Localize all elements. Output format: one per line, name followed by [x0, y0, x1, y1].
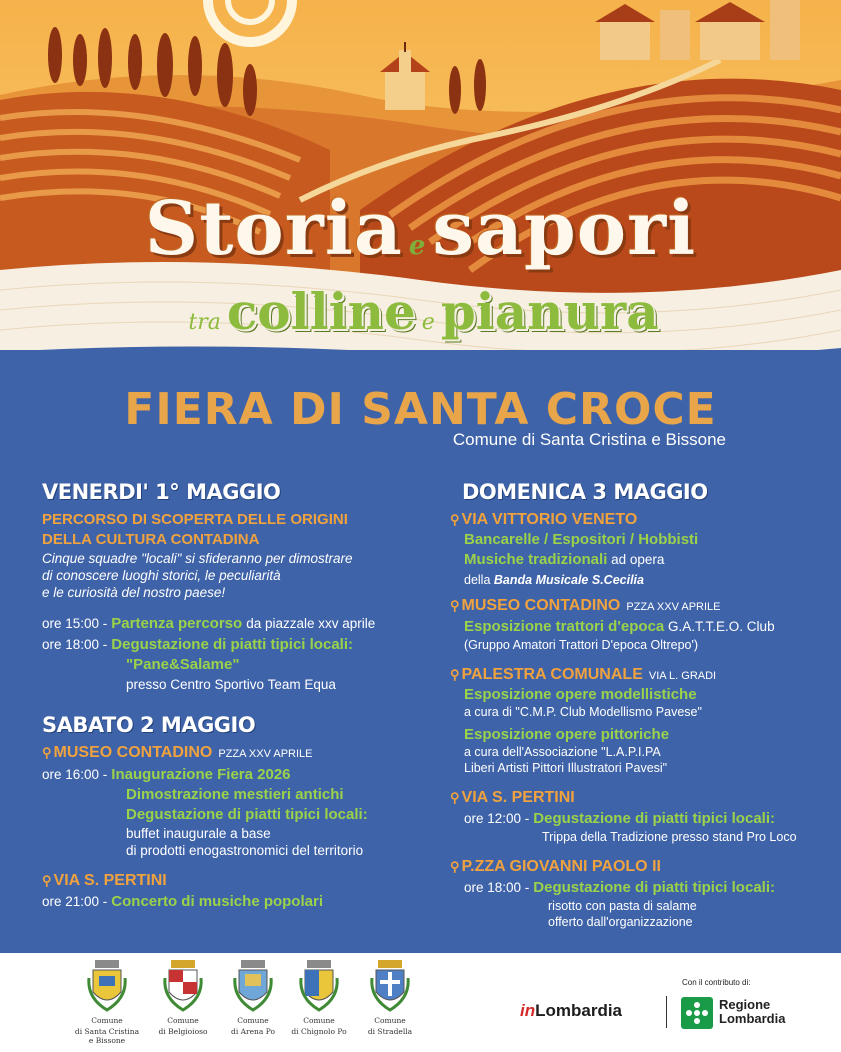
sunday-loc-1-line-3	[450, 570, 835, 590]
sunday-loc-2-line-1	[450, 617, 835, 637]
sunday-loc-1-name: VIA VITTORIO VENETO	[461, 511, 638, 528]
sunday-loc-1	[450, 510, 835, 530]
saturday-item-1-note-1: buffet inaugurale a base	[126, 826, 271, 841]
crest-santa-cristina	[72, 958, 142, 1045]
hero-title-word2: sapori	[432, 186, 697, 272]
crest-arena-po	[218, 958, 288, 1036]
sunday-loc-2-line-1-title: Esposizione trattori d'epoca	[464, 618, 665, 635]
sunday-loc-4	[450, 788, 835, 808]
logo-divider	[666, 996, 667, 1028]
hero-subtitle-pre: tra	[188, 310, 221, 335]
friday-item-2	[42, 634, 422, 655]
sunday-loc-3-line-3: Esposizione opere pittoriche	[464, 726, 670, 743]
saturday-loc-1-name: MUSEO CONTADINO	[53, 744, 213, 761]
sunday-loc-4-title: Degustazione di piatti tipici locali:	[533, 810, 775, 827]
event-organizer: Comune di Santa Cristina e Bissone	[452, 430, 726, 449]
crest-caption-1: Comune	[303, 1016, 335, 1025]
crest-icon	[231, 958, 275, 1014]
sunday-loc-5-note-2: offerto dall'organizzazione	[548, 915, 693, 929]
saturday-heading: SABATO 2 MAGGIO	[42, 713, 256, 737]
friday-desc-1: Cinque squadre "locali" si sfideranno per dimostrare	[42, 551, 353, 566]
event-name: FIERA DI SANTA CROCE	[124, 384, 717, 435]
crest-caption-1: Comune	[237, 1016, 269, 1025]
panel-wave	[0, 338, 841, 368]
sunday-loc-4-name: VIA S. PERTINI	[461, 789, 575, 806]
location-pin-icon: ⚲	[450, 667, 460, 682]
crest-caption-1: Comune	[167, 1016, 199, 1025]
sunday-loc-1-line-3-pre: della	[464, 573, 491, 587]
sunday-loc-5-time: ore 18:00 -	[464, 880, 530, 895]
sunday-loc-1-line-2-title: Musiche tradizionali	[464, 551, 608, 568]
saturday-item-2-time: ore 21:00 -	[42, 894, 108, 909]
saturday-loc-2	[42, 871, 422, 891]
crest-caption-2: di Santa Cristina e Bissone	[74, 1027, 140, 1045]
location-pin-icon: ⚲	[42, 873, 52, 888]
saturday-loc-2-name: VIA S. PERTINI	[53, 872, 167, 889]
crest-icon	[85, 958, 129, 1014]
crest-chignolo-po	[284, 958, 354, 1036]
sunday-loc-3-line-2: a cura di "C.M.P. Club Modellismo Pavese"	[464, 705, 702, 719]
saturday-loc-1	[42, 743, 422, 764]
inlombardia-logo	[520, 1001, 622, 1021]
crest-caption-1: Comune	[374, 1016, 406, 1025]
location-pin-icon: ⚲	[450, 790, 460, 805]
hero-title	[0, 186, 841, 272]
friday-heading: VENERDI' 1° MAGGIO	[42, 480, 281, 504]
sunday-heading: DOMENICA 3 MAGGIO	[462, 480, 708, 504]
contribution-label: Con il contributo di:	[682, 978, 751, 987]
crest-icon	[161, 958, 205, 1014]
saturday-item-1-time: ore 16:00 -	[42, 767, 108, 782]
sunday-loc-1-line-3-band: Banda Musicale S.Cecilia	[493, 573, 644, 587]
location-pin-icon: ⚲	[42, 745, 52, 760]
sunday-loc-3-line-5: Liberi Artisti Pittori Illustratori Pavesi"	[464, 761, 668, 775]
crest-stradella	[355, 958, 425, 1036]
hero-title-word1: Storia	[144, 186, 403, 272]
sunday-loc-3-line-1: Esposizione opere modellistiche	[464, 686, 697, 703]
sunday-loc-1-line-2-note: ad opera	[611, 552, 665, 567]
sunday-loc-2	[450, 596, 835, 617]
sunday-loc-4-item	[450, 808, 835, 829]
sunday-loc-3-line-4: a cura dell'Associazione "L.A.P.I.PA	[464, 745, 661, 759]
sunday-loc-4-note: Trippa della Tradizione presso stand Pro Loco	[542, 830, 797, 844]
crest-caption-2: di Arena Po	[231, 1027, 275, 1036]
crest-caption-2: di Stradella	[367, 1027, 413, 1036]
sunday-loc-4-time: ore 12:00 -	[464, 811, 530, 826]
saturday-item-2	[42, 891, 422, 912]
friday-headline-2: DELLA CULTURA CONTADINA	[42, 531, 260, 548]
location-pin-icon: ⚲	[450, 512, 460, 527]
location-pin-icon: ⚲	[450, 859, 460, 874]
saturday-item-1	[42, 764, 422, 785]
inlombardia-logo-in: in	[520, 1001, 536, 1020]
sunday-loc-5-name: P.ZZA GIOVANNI PAOLO II	[461, 858, 661, 875]
sunday-loc-3	[450, 665, 835, 686]
sunday-loc-2-name: MUSEO CONTADINO	[461, 597, 621, 614]
friday-item-1-note: da piazzale xxv aprile	[246, 616, 376, 631]
sunday-loc-1-line-2	[450, 550, 835, 570]
friday-item-2-time: ore 18:00 -	[42, 637, 108, 652]
saturday-item-1-line-2: Dimostrazione mestieri antichi	[126, 786, 344, 803]
inlombardia-logo-rest: Lombardia	[535, 1001, 623, 1020]
friday-item-2-note: presso Centro Sportivo Team Equa	[126, 677, 336, 692]
saturday-item-1-note-2: di prodotti enogastronomici del territorio	[126, 843, 364, 858]
friday-item-2-title: Degustazione di piatti tipici locali:	[111, 636, 353, 653]
hero-subtitle-word2: pianura	[440, 282, 659, 341]
hero-subtitle-conj: e	[421, 310, 435, 335]
sunday-loc-5-title: Degustazione di piatti tipici locali:	[533, 879, 775, 896]
sunday-loc-2-line-1-note: G.A.T.T.E.O. Club	[668, 619, 775, 634]
regione-lombardia-label	[719, 998, 785, 1026]
friday-desc-3: e le curiosità del nostro paese!	[42, 585, 226, 600]
sunday-loc-5-item	[450, 877, 835, 898]
sunday-loc-1-line-1: Bancarelle / Espositori / Hobbisti	[464, 531, 699, 548]
saturday-loc-1-tag: PZZA XXV APRILE	[218, 748, 313, 760]
crest-caption-2: di Chignolo Po	[291, 1027, 347, 1036]
hero-subtitle	[0, 282, 841, 341]
friday-item-1	[42, 613, 422, 634]
sunday-loc-3-tag: VIA L. GRADI	[648, 670, 717, 682]
crest-caption-1: Comune	[91, 1016, 123, 1025]
crest-icon	[368, 958, 412, 1014]
friday-item-1-time: ore 15:00 -	[42, 616, 108, 631]
left-column	[42, 480, 422, 912]
saturday-item-1-line-3: Degustazione di piatti tipici locali:	[126, 806, 368, 823]
crest-icon	[297, 958, 341, 1014]
location-pin-icon: ⚲	[450, 598, 460, 613]
hero-subtitle-word1: colline	[226, 282, 416, 341]
friday-headline-1: PERCORSO DI SCOPERTA DELLE ORIGINI	[42, 511, 348, 528]
sunday-loc-2-line-2: (Gruppo Amatori Trattori D'epoca Oltrepo')	[464, 638, 699, 652]
hero-title-conj: e	[408, 231, 427, 261]
friday-item-1-title: Partenza percorso	[111, 615, 243, 632]
sunday-loc-5-note-1: risotto con pasta di salame	[548, 899, 697, 913]
regione-lombardia-logo-icon	[681, 997, 713, 1029]
rosa-camuna-icon	[681, 997, 713, 1029]
crest-belgioioso	[148, 958, 218, 1036]
friday-desc-2: di conoscere luoghi storici, le peculiarità	[42, 568, 281, 583]
right-column	[450, 480, 835, 930]
crest-caption-2: di Belgioioso	[158, 1027, 208, 1036]
regione-label-1: Regione	[719, 997, 771, 1012]
friday-item-2-title-2: "Pane&Salame"	[126, 656, 240, 673]
hero-illustration	[0, 0, 841, 372]
saturday-item-1-line-1: Inaugurazione Fiera 2026	[111, 766, 291, 783]
sunday-loc-3-name: PALESTRA COMUNALE	[461, 666, 643, 683]
sunday-loc-5	[450, 857, 835, 877]
regione-label-2: Lombardia	[719, 1011, 786, 1026]
sunday-loc-2-tag: PZZA XXV APRILE	[626, 601, 721, 613]
saturday-item-2-title: Concerto di musiche popolari	[111, 893, 323, 910]
